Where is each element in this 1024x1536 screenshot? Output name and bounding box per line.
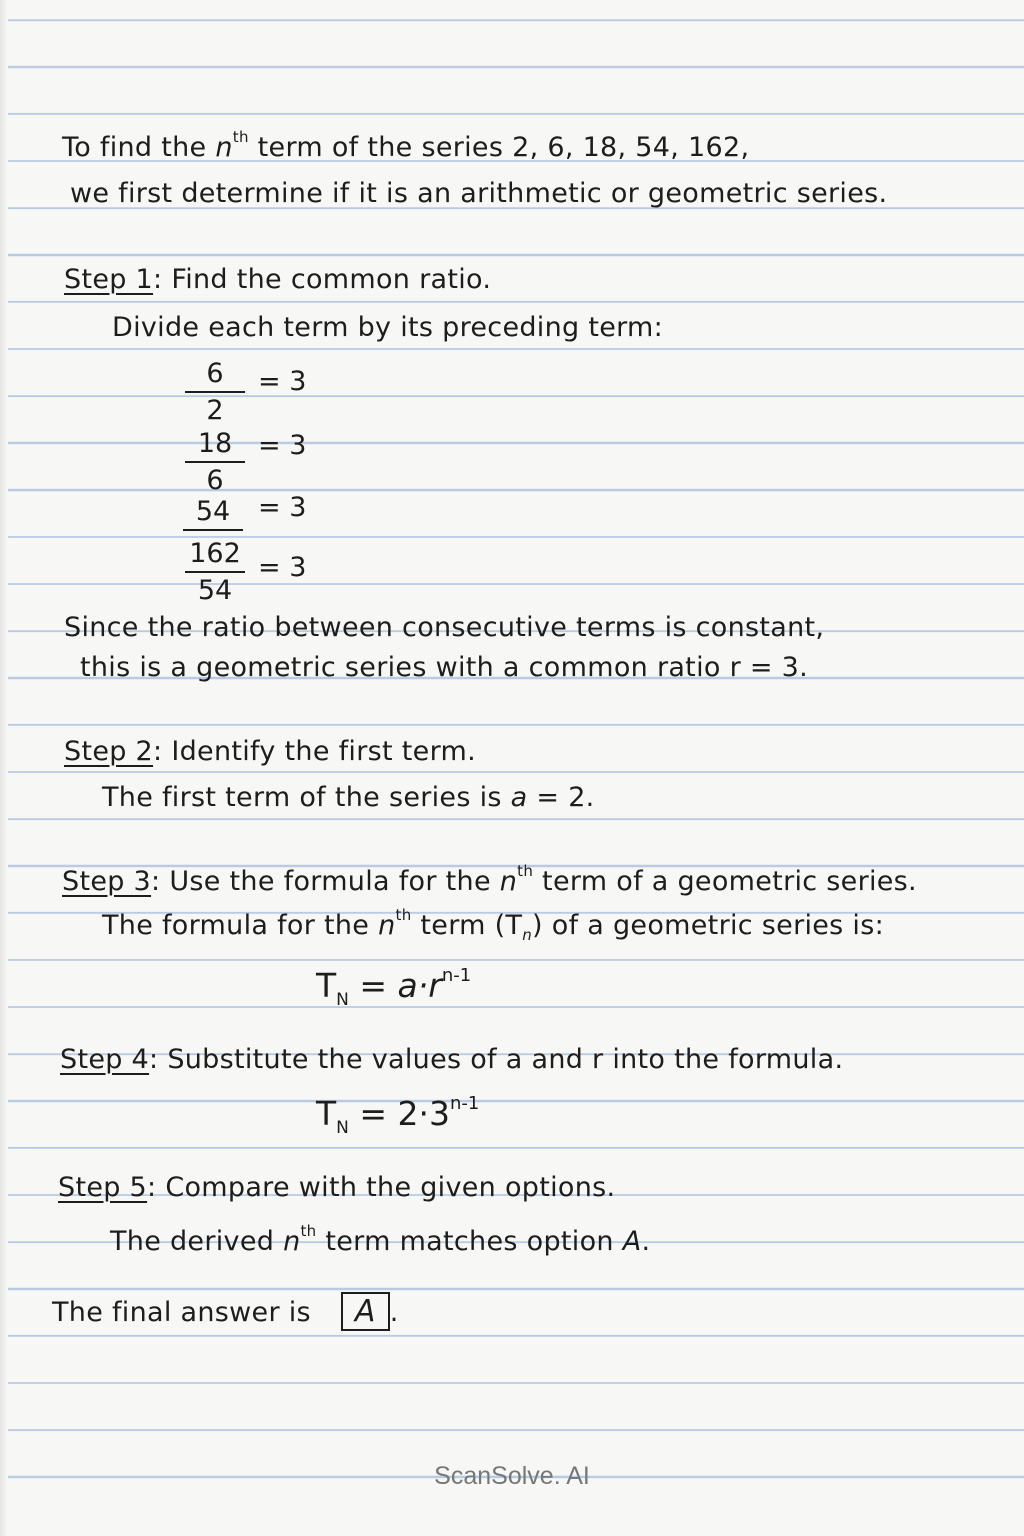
step5-heading: Step 5: Compare with the given options. [58, 1172, 616, 1203]
fraction-3-result: = 3 [258, 492, 307, 523]
intro-line-1: To find the $n^{th}$ term of the series 2, 6, 18, 54, 162, [62, 128, 750, 163]
final-answer: The final answer is A . [52, 1294, 399, 1329]
step3-text: The formula for the $n^{th}$ term $(T_n)$ of a geometric series is: [102, 906, 885, 944]
fraction-2: $\frac{18}{6}$ [185, 428, 245, 496]
intro-line-2: we first determine if it is an arithmetic or geometric series. [70, 178, 888, 209]
watermark: ScanSolve. AI [434, 1462, 590, 1490]
fraction-3: 54 [183, 496, 243, 533]
fraction-2-result: = 3 [258, 430, 307, 461]
step3-heading: Step 3: Use the formula for the $n^{th}$ term of a geometric series. [62, 862, 917, 897]
substituted-formula: $T_N = 2\cdot 3^{n-1}$ [316, 1093, 480, 1138]
paper-edge [0, 0, 8, 1536]
fraction-1-result: = 3 [258, 366, 307, 397]
fraction-4-result: = 3 [258, 552, 307, 583]
general-formula: $T_N = a\cdot r^{n-1}$ [316, 965, 472, 1010]
step4-heading: Step 4: Substitute the values of a and r into the formula. [60, 1044, 844, 1075]
fraction-1: $\frac{6}{2}$ [185, 358, 245, 426]
answer-box: A [341, 1292, 390, 1331]
step1-instruction: Divide each term by its preceding term: [112, 312, 664, 343]
step1-conclusion-1: Since the ratio between consecutive terms is constant, [64, 612, 825, 643]
step2-text: The first term of the series is a = 2. [102, 782, 595, 813]
fraction-4: $\frac{162}{54}$ [185, 538, 245, 606]
step2-heading: Step 2: Identify the first term. [64, 736, 476, 767]
step5-text: The derived $n^{th}$ term matches option A. [110, 1222, 651, 1257]
step1-conclusion-2: this is a geometric series with a common ratio r = 3. [80, 652, 809, 683]
step1-heading: Step 1: Find the common ratio. [64, 264, 492, 295]
